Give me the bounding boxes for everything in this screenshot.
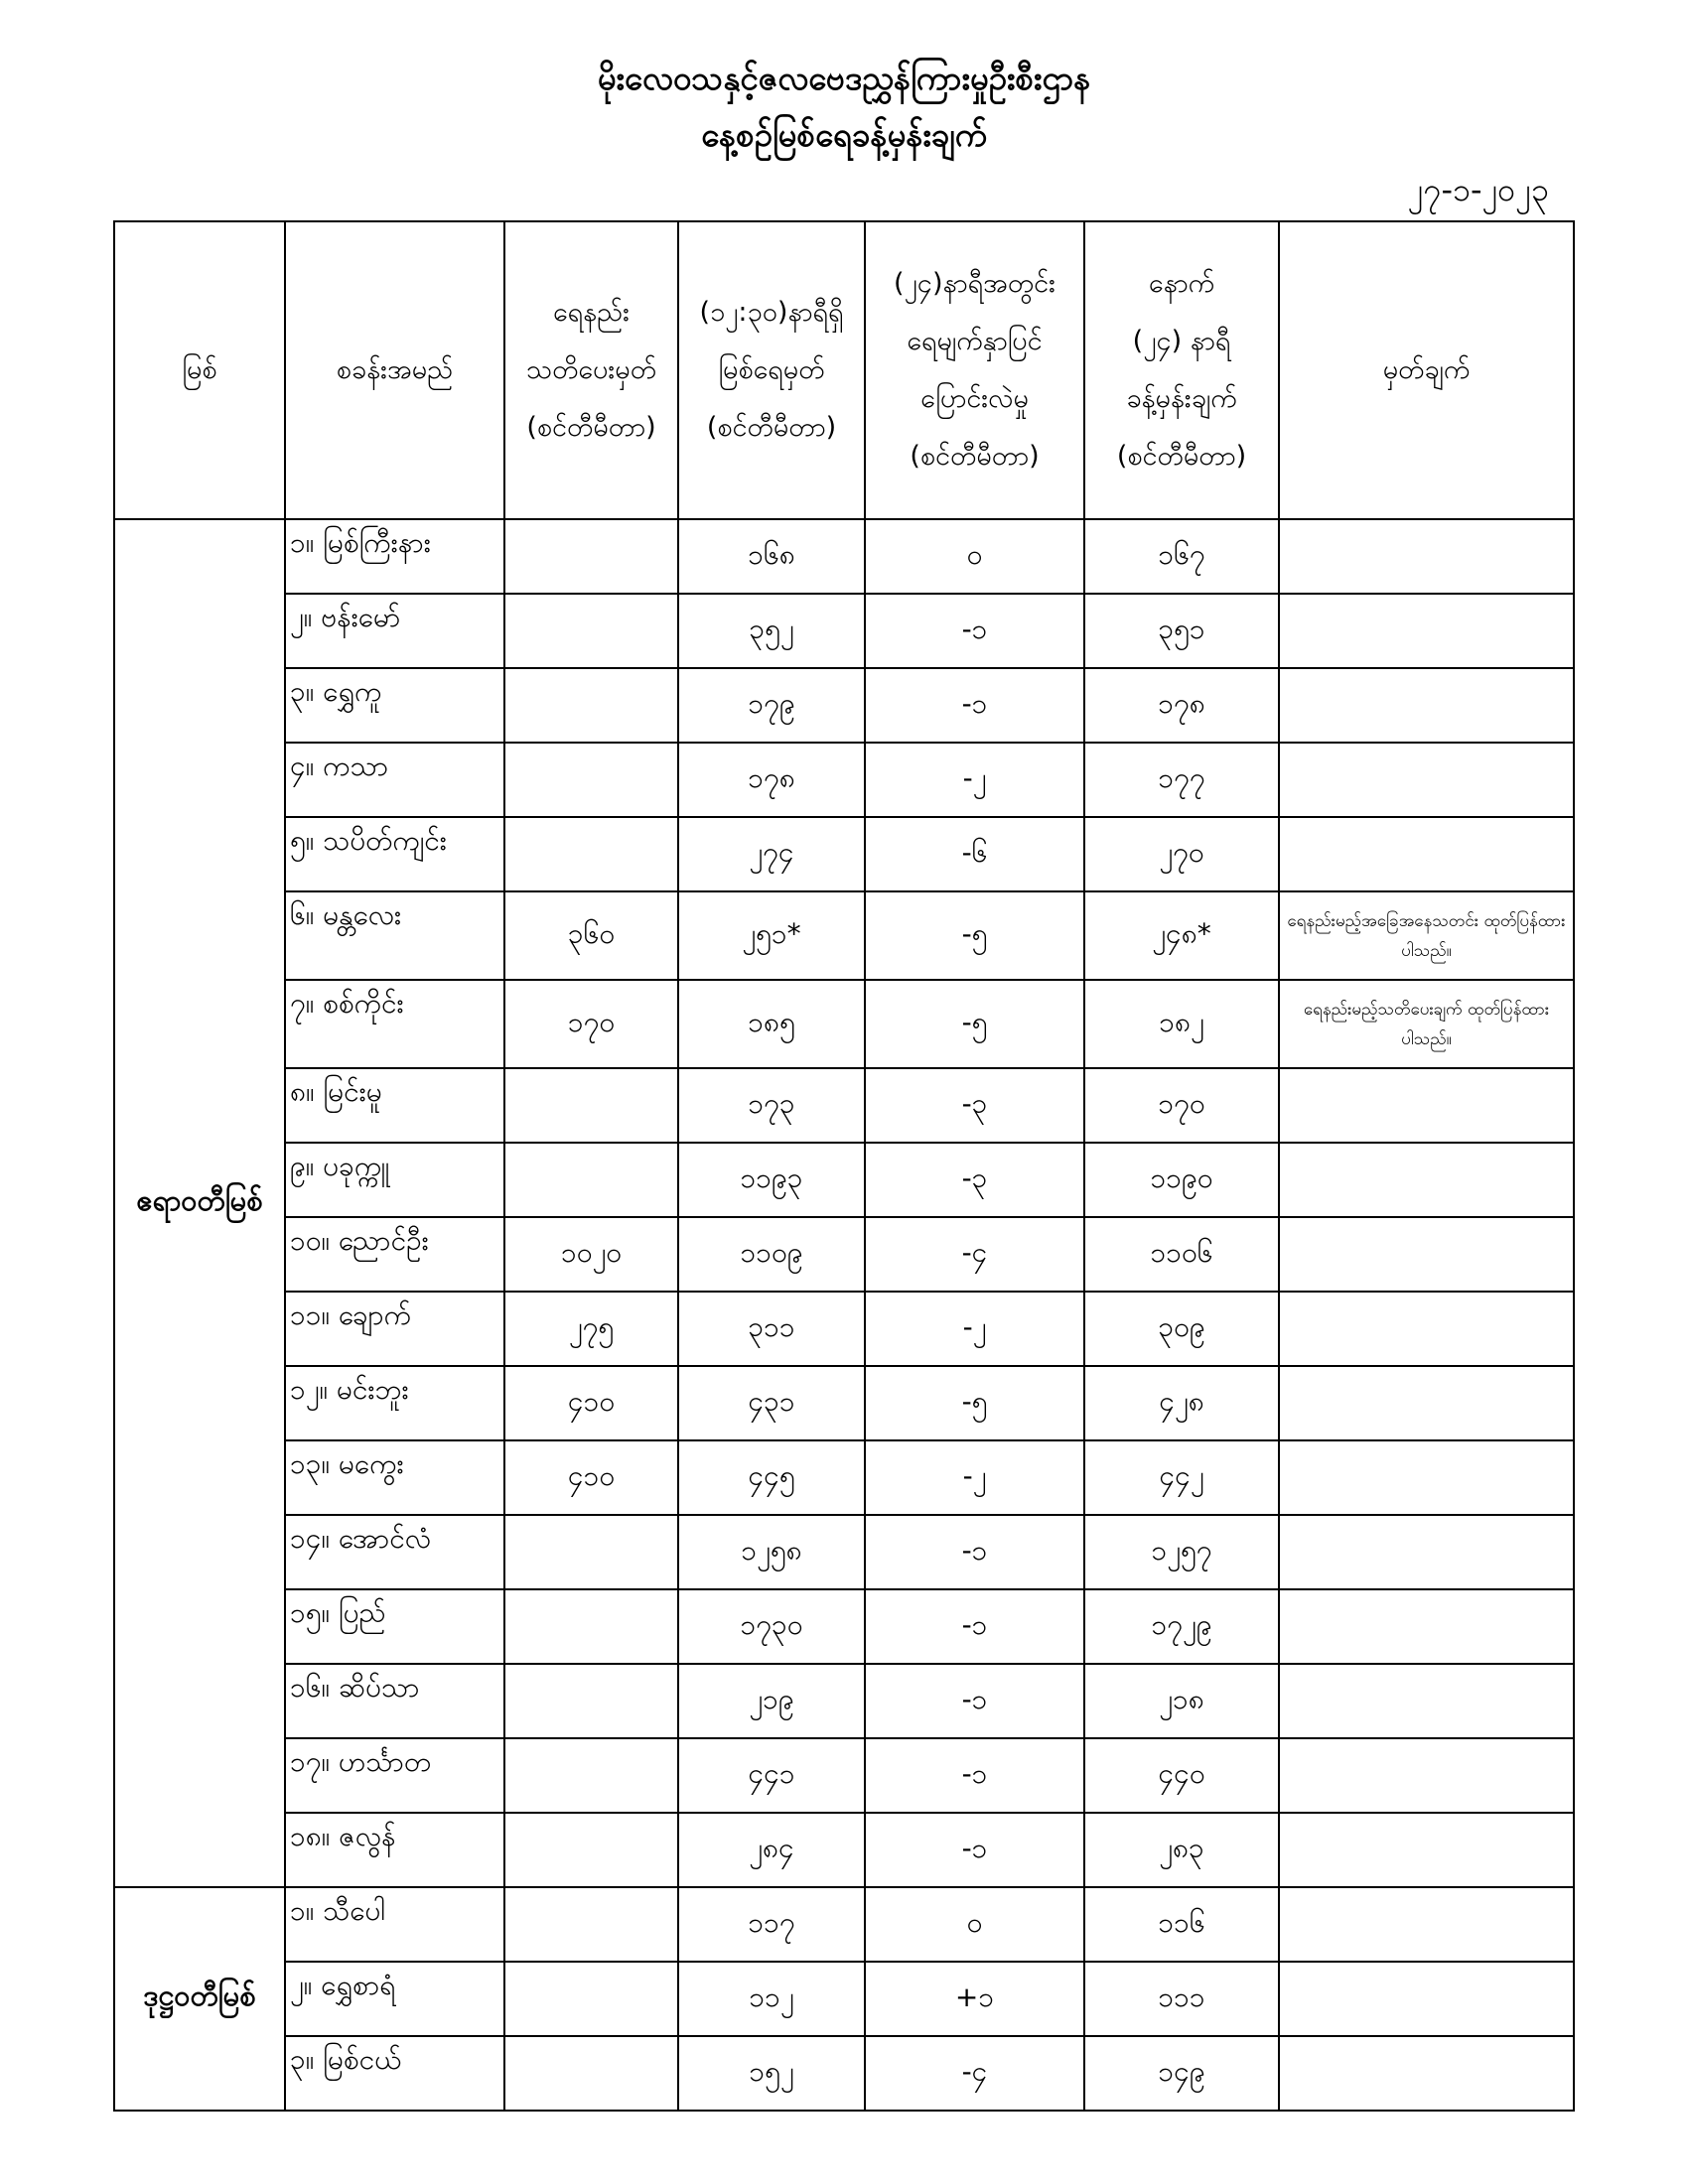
station-name-cell: ၃။ ရွှေကူ bbox=[285, 668, 504, 743]
remark-cell bbox=[1279, 1143, 1574, 1217]
table-row bbox=[114, 1962, 1574, 2036]
danger-level-cell bbox=[504, 519, 678, 594]
level-change-cell: ၀ bbox=[865, 1887, 1084, 1962]
table-row bbox=[114, 1887, 1574, 1962]
level-change-cell: -၂ bbox=[865, 1440, 1084, 1515]
station-column-header: စခန်းအမည် bbox=[285, 221, 504, 519]
danger-level-cell bbox=[504, 1962, 678, 2036]
level-change-cell: -၃ bbox=[865, 1068, 1084, 1143]
station-name-cell: ၄။ ကသာ bbox=[285, 743, 504, 817]
remark-cell bbox=[1279, 2036, 1574, 2111]
station-name-cell: ၁၆။ ဆိပ်သာ bbox=[285, 1664, 504, 1738]
level-change-cell: -၆ bbox=[865, 817, 1084, 891]
current-level-cell: ၁၇၈ bbox=[678, 743, 865, 817]
station-name-cell: ၂။ ဗန်းမော် bbox=[285, 594, 504, 668]
remarks-column-header: မှတ်ချက် bbox=[1279, 221, 1574, 519]
table-row bbox=[114, 1589, 1574, 1664]
remark-cell bbox=[1279, 1887, 1574, 1962]
current-level-cell: ၁၁၀၉ bbox=[678, 1217, 865, 1292]
remark-cell bbox=[1279, 1738, 1574, 1813]
table-row bbox=[114, 1143, 1574, 1217]
level-change-cell: -၁ bbox=[865, 1664, 1084, 1738]
station-name-cell: ၁၁။ ချောက် bbox=[285, 1292, 504, 1366]
change-column-header: (၂၄)နာရီအတွင်း ရေမျက်နှာပြင် ပြောင်းလဲမှု (စင်တီမီတာ) bbox=[865, 221, 1084, 519]
current-level-cell: ၂၇၄ bbox=[678, 817, 865, 891]
current-level-cell: ၁၇၃၀ bbox=[678, 1589, 865, 1664]
table-row bbox=[114, 980, 1574, 1068]
danger-level-cell: ၄၁၀ bbox=[504, 1366, 678, 1440]
forecast-level-cell: ၁၁၉၀ bbox=[1084, 1143, 1279, 1217]
remark-cell: ရေနည်းမည့်အခြေအနေသတင်း ထုတ်ပြန်ထားပါသည်။ bbox=[1279, 891, 1574, 980]
table-row bbox=[114, 519, 1574, 594]
level-change-cell: -၁ bbox=[865, 1813, 1084, 1887]
level-change-cell: -၅ bbox=[865, 1366, 1084, 1440]
forecast-level-cell: ၂၈၃ bbox=[1084, 1813, 1279, 1887]
forecast-level-cell: ၁၂၅၇ bbox=[1084, 1515, 1279, 1589]
level-change-cell: ၀ bbox=[865, 519, 1084, 594]
forecast-level-cell: ၁၆၇ bbox=[1084, 519, 1279, 594]
table-row bbox=[114, 1738, 1574, 1813]
danger-level-cell bbox=[504, 1887, 678, 1962]
forecast-level-cell: ၁၇၀ bbox=[1084, 1068, 1279, 1143]
danger-level-cell bbox=[504, 1813, 678, 1887]
danger-level-cell bbox=[504, 594, 678, 668]
table-row bbox=[114, 817, 1574, 891]
agency-title: မိုးလေဝသနှင့်ဇလဗေဒညွှန်ကြားမှုဦးစီးဌာန bbox=[597, 59, 1091, 97]
current-level-column-header: (၁၂:၃၀)နာရီရှိ မြစ်ရေမှတ် (စင်တီမီတာ) bbox=[678, 221, 865, 519]
remark-cell bbox=[1279, 1068, 1574, 1143]
level-change-cell: -၁ bbox=[865, 1738, 1084, 1813]
current-level-cell: ၁၁၉၃ bbox=[678, 1143, 865, 1217]
danger-level-cell bbox=[504, 1738, 678, 1813]
current-level-cell: ၁၈၅ bbox=[678, 980, 865, 1068]
danger-level-cell bbox=[504, 1068, 678, 1143]
remark-cell: ရေနည်းမည့်သတိပေးချက် ထုတ်ပြန်ထားပါသည်။ bbox=[1279, 980, 1574, 1068]
table-row bbox=[114, 668, 1574, 743]
current-level-cell: ၁၁၂ bbox=[678, 1962, 865, 2036]
remark-cell bbox=[1279, 1962, 1574, 2036]
danger-level-cell bbox=[504, 743, 678, 817]
danger-level-cell bbox=[504, 817, 678, 891]
forecast-level-cell: ၁၈၂ bbox=[1084, 980, 1279, 1068]
current-level-cell: ၄၄၁ bbox=[678, 1738, 865, 1813]
table-row bbox=[114, 1813, 1574, 1887]
current-level-cell: ၃၁၁ bbox=[678, 1292, 865, 1366]
station-name-cell: ၇။ စစ်ကိုင်း bbox=[285, 980, 504, 1068]
table-row bbox=[114, 1664, 1574, 1738]
forecast-level-cell: ၂၄၈* bbox=[1084, 891, 1279, 980]
level-change-cell: -၂ bbox=[865, 1292, 1084, 1366]
report-date: ၂၇-၁-၂၀၂၃ bbox=[1407, 171, 1549, 208]
table-row bbox=[114, 2036, 1574, 2111]
station-name-cell: ၈။ မြင်းမူ bbox=[285, 1068, 504, 1143]
table-row bbox=[114, 1292, 1574, 1366]
station-name-cell: ၁။ မြစ်ကြီးနား bbox=[285, 519, 504, 594]
station-name-cell: ၁။ သီပေါ bbox=[285, 1887, 504, 1962]
remark-cell bbox=[1279, 1217, 1574, 1292]
level-change-cell: -၅ bbox=[865, 980, 1084, 1068]
station-name-cell: ၅။ သပိတ်ကျင်း bbox=[285, 817, 504, 891]
remark-cell bbox=[1279, 817, 1574, 891]
remark-cell bbox=[1279, 743, 1574, 817]
report-title: နေ့စဉ်မြစ်ရေခန့်မှန်းချက် bbox=[701, 115, 987, 154]
station-name-cell: ၁၄။ အောင်လံ bbox=[285, 1515, 504, 1589]
remark-cell bbox=[1279, 1366, 1574, 1440]
river-name-cell: ဒုဋ္ဌဝတီမြစ် bbox=[114, 1887, 285, 2111]
forecast-level-cell: ၂၁၈ bbox=[1084, 1664, 1279, 1738]
station-name-cell: ၁၂။ မင်းဘူး bbox=[285, 1366, 504, 1440]
current-level-cell: ၄၃၁ bbox=[678, 1366, 865, 1440]
forecast-level-cell: ၁၁၁ bbox=[1084, 1962, 1279, 2036]
forecast-level-cell: ၁၁၆ bbox=[1084, 1887, 1279, 1962]
forecast-level-cell: ၁၇၇ bbox=[1084, 743, 1279, 817]
forecast-level-cell: ၃၅၁ bbox=[1084, 594, 1279, 668]
current-level-cell: ၄၄၅ bbox=[678, 1440, 865, 1515]
remark-cell bbox=[1279, 519, 1574, 594]
level-change-cell: -၄ bbox=[865, 1217, 1084, 1292]
table-row bbox=[114, 743, 1574, 817]
current-level-cell: ၃၅၂ bbox=[678, 594, 865, 668]
level-change-cell: +၁ bbox=[865, 1962, 1084, 2036]
remark-cell bbox=[1279, 1440, 1574, 1515]
level-change-cell: -၅ bbox=[865, 891, 1084, 980]
table-row bbox=[114, 1217, 1574, 1292]
current-level-cell: ၂၁၉ bbox=[678, 1664, 865, 1738]
danger-column-header: ရေနည်း သတိပေးမှတ် (စင်တီမီတာ) bbox=[504, 221, 678, 519]
header-row bbox=[114, 221, 1574, 519]
station-name-cell: ၆။ မန္တလေး bbox=[285, 891, 504, 980]
forecast-level-cell: ၄၄၀ bbox=[1084, 1738, 1279, 1813]
table-row bbox=[114, 1515, 1574, 1589]
level-change-cell: -၂ bbox=[865, 743, 1084, 817]
current-level-cell: ၁၆၈ bbox=[678, 519, 865, 594]
river-name-cell: ဧရာဝတီမြစ် bbox=[114, 519, 285, 1887]
danger-level-cell: ၄၁၀ bbox=[504, 1440, 678, 1515]
remark-cell bbox=[1279, 1515, 1574, 1589]
river-forecast-table bbox=[113, 220, 1575, 2112]
level-change-cell: -၁ bbox=[865, 668, 1084, 743]
remark-cell bbox=[1279, 1813, 1574, 1887]
level-change-cell: -၁ bbox=[865, 1515, 1084, 1589]
level-change-cell: -၁ bbox=[865, 1589, 1084, 1664]
forecast-level-cell: ၂၇၀ bbox=[1084, 817, 1279, 891]
level-change-cell: -၁ bbox=[865, 594, 1084, 668]
danger-level-cell bbox=[504, 2036, 678, 2111]
forecast-level-cell: ၄၄၂ bbox=[1084, 1440, 1279, 1515]
table-row bbox=[114, 1440, 1574, 1515]
remark-cell bbox=[1279, 1292, 1574, 1366]
current-level-cell: ၂၈၄ bbox=[678, 1813, 865, 1887]
current-level-cell: ၂၅၁* bbox=[678, 891, 865, 980]
table-row bbox=[114, 891, 1574, 980]
current-level-cell: ၁၂၅၈ bbox=[678, 1515, 865, 1589]
forecast-level-cell: ၁၄၉ bbox=[1084, 2036, 1279, 2111]
remark-cell bbox=[1279, 1589, 1574, 1664]
station-name-cell: ၁၃။ မကွေး bbox=[285, 1440, 504, 1515]
current-level-cell: ၁၇၃ bbox=[678, 1068, 865, 1143]
danger-level-cell bbox=[504, 1515, 678, 1589]
forecast-level-cell: ၁၇၈ bbox=[1084, 668, 1279, 743]
river-column-header: မြစ် bbox=[114, 221, 285, 519]
station-name-cell: ၉။ ပခုက္ကူ bbox=[285, 1143, 504, 1217]
table-row bbox=[114, 1068, 1574, 1143]
station-name-cell: ၂။ ရွှေစာရံ bbox=[285, 1962, 504, 2036]
level-change-cell: -၃ bbox=[865, 1143, 1084, 1217]
danger-level-cell: ၁၇၀ bbox=[504, 980, 678, 1068]
danger-level-cell bbox=[504, 1664, 678, 1738]
station-name-cell: ၁၇။ ဟင်္သာတ bbox=[285, 1738, 504, 1813]
level-change-cell: -၄ bbox=[865, 2036, 1084, 2111]
station-name-cell: ၁၅။ ပြည် bbox=[285, 1589, 504, 1664]
forecast-level-cell: ၁၇၂၉ bbox=[1084, 1589, 1279, 1664]
remark-cell bbox=[1279, 668, 1574, 743]
station-name-cell: ၁၈။ ဇလွန် bbox=[285, 1813, 504, 1887]
danger-level-cell bbox=[504, 1143, 678, 1217]
danger-level-cell: ၁၀၂၀ bbox=[504, 1217, 678, 1292]
current-level-cell: ၁၇၉ bbox=[678, 668, 865, 743]
forecast-level-cell: ၁၁၀၆ bbox=[1084, 1217, 1279, 1292]
station-name-cell: ၃။ မြစ်ငယ် bbox=[285, 2036, 504, 2111]
current-level-cell: ၁၅၂ bbox=[678, 2036, 865, 2111]
danger-level-cell bbox=[504, 668, 678, 743]
danger-level-cell bbox=[504, 1589, 678, 1664]
danger-level-cell: ၂၇၅ bbox=[504, 1292, 678, 1366]
current-level-cell: ၁၁၇ bbox=[678, 1887, 865, 1962]
forecast-level-cell: ၃၀၉ bbox=[1084, 1292, 1279, 1366]
table-row bbox=[114, 1366, 1574, 1440]
danger-level-cell: ၃၆၀ bbox=[504, 891, 678, 980]
forecast-level-cell: ၄၂၈ bbox=[1084, 1366, 1279, 1440]
table-row bbox=[114, 594, 1574, 668]
remark-cell bbox=[1279, 594, 1574, 668]
station-name-cell: ၁၀။ ညောင်ဦး bbox=[285, 1217, 504, 1292]
remark-cell bbox=[1279, 1664, 1574, 1738]
forecast-column-header: နောက် (၂၄) နာရီ ခန့်မှန်းချက် (စင်တီမီတာ) bbox=[1084, 221, 1279, 519]
